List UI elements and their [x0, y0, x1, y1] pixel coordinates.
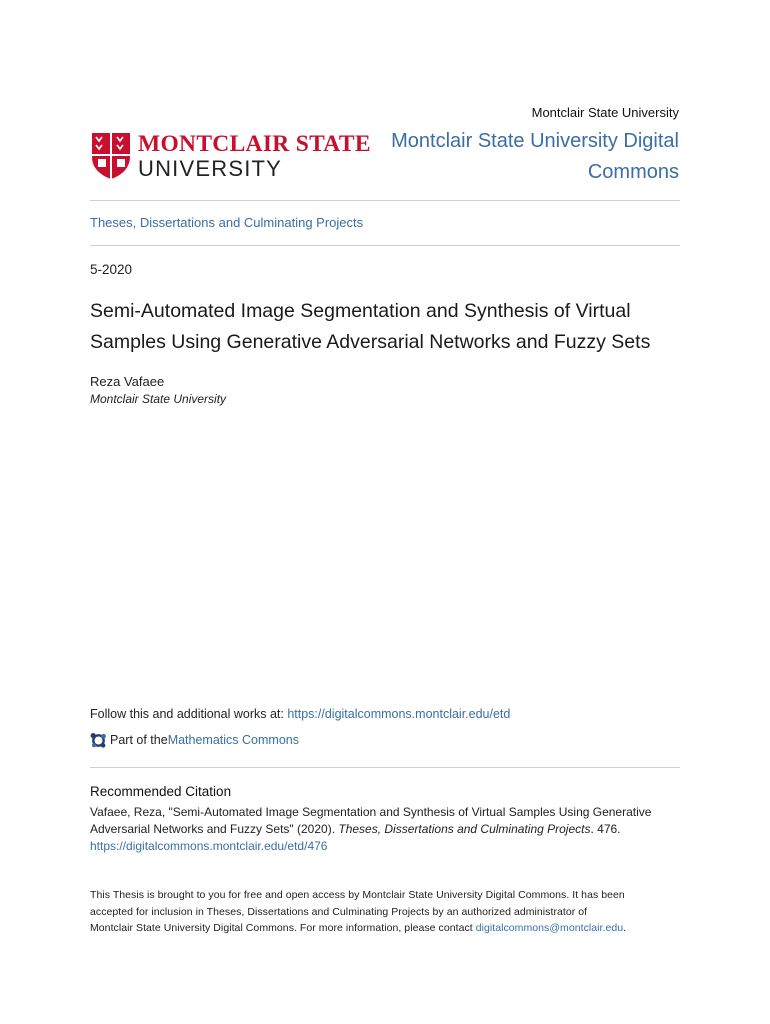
follow-prefix: Follow this and additional works at: — [90, 707, 288, 721]
divider-top — [90, 200, 680, 201]
contact-email-link[interactable]: digitalcommons@montclair.edu — [475, 922, 624, 934]
divider-collection — [90, 245, 680, 246]
notice-line1: This Thesis is brought to you for free and open access by Montclair State University Digital Commons. It has been — [90, 889, 625, 901]
part-of-line — [90, 729, 299, 751]
notice-line3-prefix: Montclair State University Digital Commons. For more information, please contact — [90, 922, 476, 934]
citation-collection-italic: Theses, Dissertations and Culminating Projects — [338, 822, 591, 836]
montclair-shield-logo-icon — [90, 131, 132, 181]
citation-heading: Recommended Citation — [90, 784, 232, 799]
divider-citation — [90, 767, 680, 768]
repository-title-line1: Montclair State University Digital — [391, 130, 679, 152]
citation-line2-text: Adversarial Networks and Fuzzy Sets" (2020). — [90, 822, 339, 836]
document-title-line1: Semi-Automated Image Segmentation and Synthesis of Virtual — [90, 300, 631, 322]
citation-body — [90, 804, 690, 855]
citation-url-link[interactable]: https://digitalcommons.montclair.edu/etd/476 — [90, 839, 328, 853]
author-name: Reza Vafaee — [90, 374, 165, 389]
citation-line2-suffix: . 476. — [590, 822, 621, 836]
logo-text-montclair-state: MONTCLAIR STATE — [138, 131, 371, 157]
citation-line1: Vafaee, Reza, "Semi-Automated Image Segmentation and Synthesis of Virtual Samples Using Generative — [90, 805, 652, 819]
network-icon — [90, 732, 107, 749]
document-title-line2: Samples Using Generative Adversarial Networks and Fuzzy Sets — [90, 331, 651, 353]
document-title — [90, 296, 690, 358]
publication-date: 5-2020 — [90, 262, 133, 277]
access-notice — [90, 887, 690, 937]
notice-line2: accepted for inclusion in Theses, Dissertations and Culminating Projects by an authorized administrator of — [90, 905, 588, 918]
notice-line3-suffix: . — [623, 922, 627, 934]
institution-name: Montclair State University — [531, 105, 679, 120]
follow-url-link[interactable]: https://digitalcommons.montclair.edu/etd — [287, 707, 511, 721]
mathematics-commons-link[interactable]: Mathematics Commons — [167, 733, 299, 747]
notice-line3 — [90, 920, 690, 937]
collection-link[interactable]: Theses, Dissertations and Culminating Projects — [90, 215, 364, 230]
follow-line — [90, 707, 510, 721]
citation-line2 — [90, 821, 690, 838]
logo-text-university: UNIVERSITY — [138, 156, 283, 181]
author-affiliation: Montclair State University — [90, 392, 227, 406]
part-of-prefix: Part of the — [110, 733, 168, 747]
repository-title[interactable] — [369, 126, 679, 188]
repository-title-line2: Commons — [587, 161, 679, 183]
